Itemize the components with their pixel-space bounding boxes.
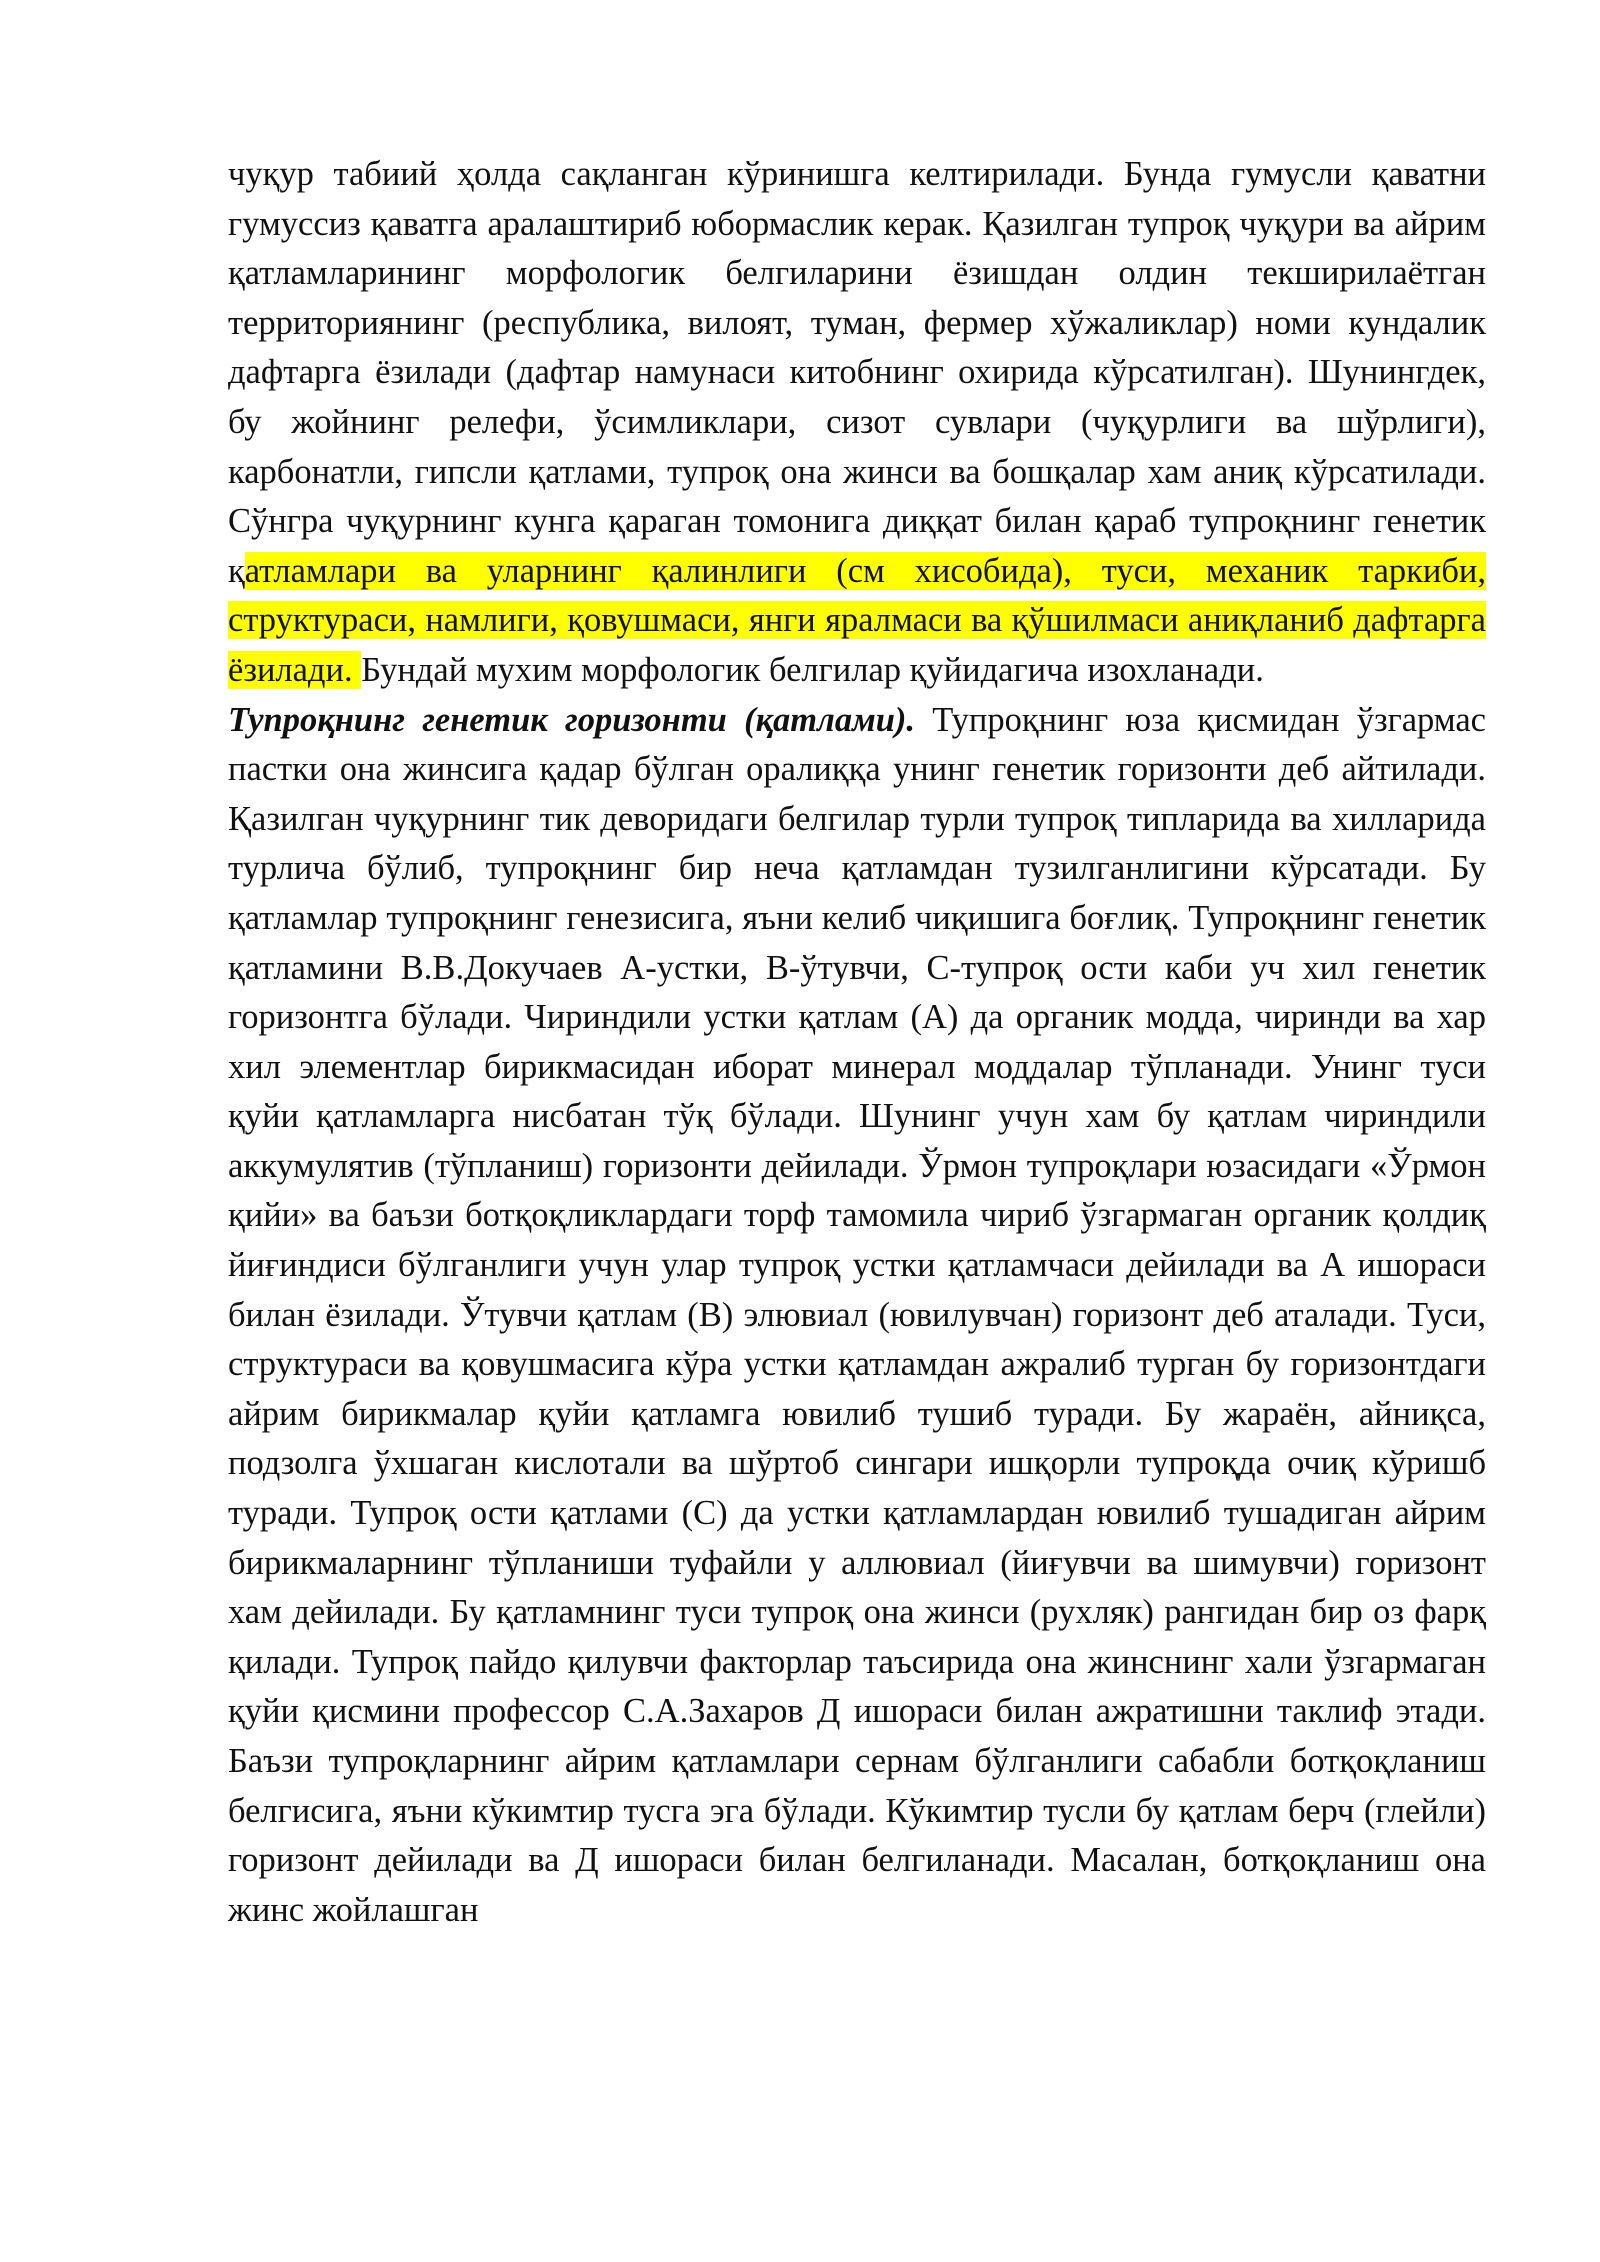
paragraph-2-text: Тупроқнинг юза қисмидан ўзгармас пастки она жинсига қадар бўлган оралиққа унинг генетик горизонти деб айтилади. Қазилган чуқурнинг тик деворидаги белгилар турли тупроқ типларида ва хилларида турлича бўлиб, тупроқнинг бир неча қатламдан тузилганлигини кўрсатади. Бу қатламлар тупроқнинг генезисига, яъни келиб чиқишига боғлиқ. Тупроқнинг генетик қатламини В.В.Докучаев А-устки, В-ўтувчи, С-тупроқ ости каби уч хил генетик горизонтга бўлади. Чириндили устки қатлам (А) да органик модда, чиринди ва хар хил элементлар бирикмасидан иборат минерал моддалар тўпланади. Унинг туси қуйи қатламларга нисбатан тўқ бўлади. Шунинг учун хам бу қатлам чириндили аккумулятив (тўпланиш) горизонти дейилади. Ўрмон тупроқлари юзасидаги «Ўрмон қийи» ва баъзи ботқоқликлардаги торф тамомила чириб ўзгармаган органик қолдиқ йиғиндиси бўлганлиги учун улар тупроқ устки қатламчаси дейилади ва А ишораси билан ёзилади. Ўтувчи қатлам (В) элювиал (ювилувчан) горизонт деб аталади. Туси, структураси ва қовушмасига кўра устки қатламдан ажралиб турган бу горизонтдаги айрим бирикмалар қуйи қатламга ювилиб тушиб туради. Бу жараён, айниқса, подзолга ўхшаган кислотали ва шўртоб сингари ишқорли тупроқда очиқ кўришб туради. Тупроқ ости қатлами (С) да устки қатламлардан ювилиб тушадиган айрим бирикмаларнинг тўпланиши туфайли у аллювиал (йиғувчи ва шимувчи) горизонт хам дейилади. Бу қатламнинг туси тупроқ она жинси (рухляк) рангидан бир оз фарқ қилади. Тупроқ пайдо қилувчи факторлар таъсирида она жинснинг хали ўзгармаган қуйи қисмини профессор С.А.Захаров Д ишораси билан ажратишни таклиф этади. Баъзи тупроқларнинг айрим қатламлари сернам бўлганлиги сабабли ботқоқланиш белгисига, яъни кўкимтир тусга эга бўлади. Кўкимтир тусли бу қатлам берч (глейли) горизонт дейилади ва Д ишораси билан белгиланади. Масалан, ботқоқланиш она жинс жойлашган [228,700,1486,1929]
section-term: Тупроқнинг генетик горизонти (қатлами). [228,700,916,739]
highlighted-text: атламлари ва уларнинг қалинлиги (см хисобида), туси, механик таркиби, структураси, намлиги, қовушмаси, янги яралмаси ва қўшилмаси аниқланиб дафтарга ёзилади. [228,551,1486,689]
paragraph-2 [228,696,1486,1936]
paragraph-1-tail: Бундай мухим морфологик белгилар қуйидагича изохланади. [361,650,1264,689]
paragraph-1 [228,150,1486,696]
document-page [228,150,1486,1935]
paragraph-1-text: чуқур табиий ҳолда сақланган кўринишга келтирилади. Бунда гумусли қаватни гумуссиз қаватга аралаштириб юбормаслик керак. Қазилган тупроқ чуқури ва айрим қатламларининг морфологик белгиларини ёзишдан олдин текширилаётган территориянинг (республика, вилоят, туман, фермер хўжаликлар) номи кундалик дафтарга ёзилади (дафтар намунаси китобнинг охирида кўрсатилган). Шунингдек, бу жойнинг релефи, ўсимликлари, сизот сувлари (чуқурлиги ва шўрлиги), карбонатли, гипсли қатлами, тупроқ она жинси ва бошқалар хам аниқ кўрсатилади. Сўнгра чуқурнинг кунга қараган томонига диққат билан қараб тупроқнинг генетик қ [228,155,1486,590]
